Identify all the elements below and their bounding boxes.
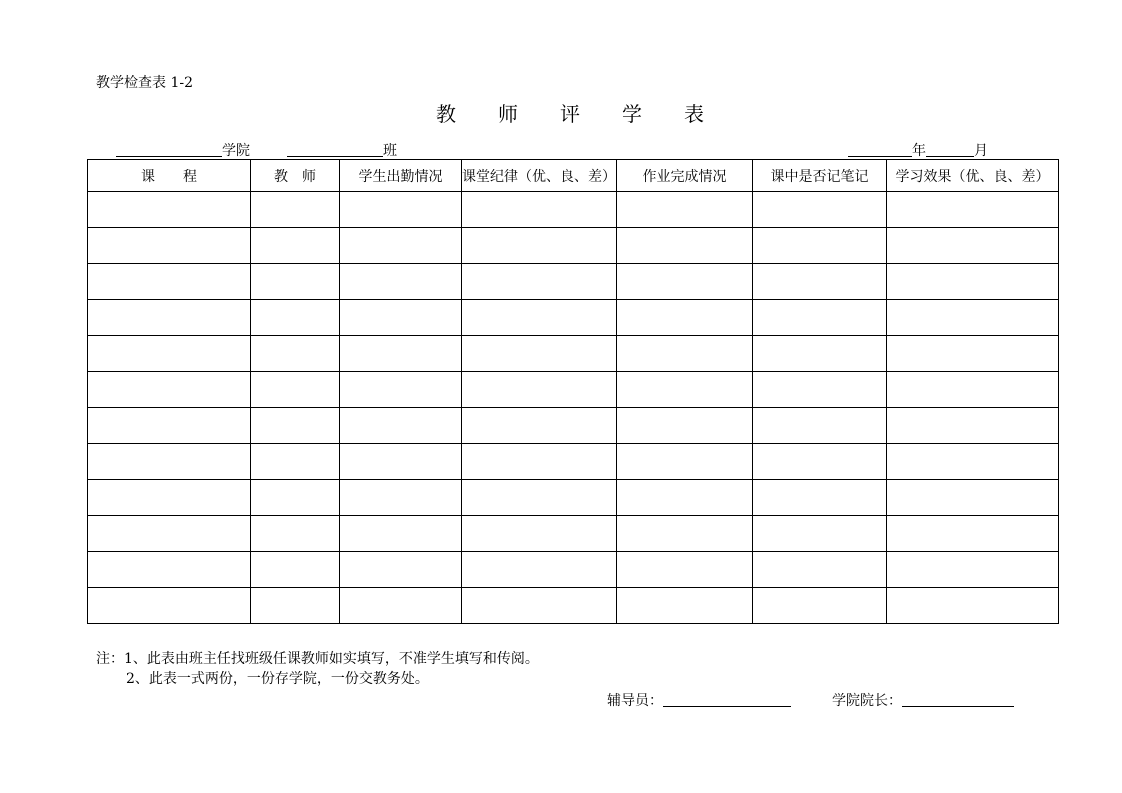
table-cell[interactable] xyxy=(88,552,251,588)
header-teacher: 教 师 xyxy=(251,160,340,192)
form-code: 教学检查表 1-2 xyxy=(96,75,193,91)
table-cell[interactable] xyxy=(887,552,1059,588)
table-cell[interactable] xyxy=(251,228,340,264)
counselor-signature xyxy=(607,690,791,710)
table-cell[interactable] xyxy=(887,336,1059,372)
table-cell[interactable] xyxy=(340,444,462,480)
table-row xyxy=(88,372,1059,408)
table-cell[interactable] xyxy=(753,336,887,372)
table-cell[interactable] xyxy=(887,372,1059,408)
table-cell[interactable] xyxy=(251,336,340,372)
month-label: 月 xyxy=(974,143,988,159)
table-cell[interactable] xyxy=(88,372,251,408)
date-field xyxy=(848,140,988,160)
table-cell[interactable] xyxy=(88,336,251,372)
table-cell[interactable] xyxy=(251,192,340,228)
table-cell[interactable] xyxy=(251,408,340,444)
table-cell[interactable] xyxy=(251,480,340,516)
table-cell[interactable] xyxy=(462,516,617,552)
table-cell[interactable] xyxy=(617,552,753,588)
table-body xyxy=(88,192,1059,624)
header-homework: 作业完成情况 xyxy=(617,160,753,192)
table-cell[interactable] xyxy=(462,336,617,372)
table-cell[interactable] xyxy=(617,408,753,444)
table-cell[interactable] xyxy=(251,264,340,300)
header-learning-effect: 学习效果（优、良、差） xyxy=(887,160,1059,192)
table-cell[interactable] xyxy=(340,264,462,300)
table-cell[interactable] xyxy=(462,480,617,516)
table-row xyxy=(88,192,1059,228)
table-cell[interactable] xyxy=(462,372,617,408)
table-cell[interactable] xyxy=(887,408,1059,444)
table-row xyxy=(88,588,1059,624)
table-cell[interactable] xyxy=(887,192,1059,228)
table-cell[interactable] xyxy=(462,264,617,300)
table-cell[interactable] xyxy=(462,300,617,336)
table-cell[interactable] xyxy=(251,552,340,588)
page-title: 教师评学表 xyxy=(436,102,746,126)
table-cell[interactable] xyxy=(753,444,887,480)
table-row xyxy=(88,480,1059,516)
college-blank[interactable] xyxy=(116,141,222,157)
table-cell[interactable] xyxy=(340,588,462,624)
header-course: 课 程 xyxy=(88,160,251,192)
table-cell[interactable] xyxy=(340,408,462,444)
table-cell[interactable] xyxy=(340,516,462,552)
table-cell[interactable] xyxy=(251,516,340,552)
dean-signature xyxy=(832,690,1014,710)
table-cell[interactable] xyxy=(340,192,462,228)
table-cell[interactable] xyxy=(887,444,1059,480)
table-cell[interactable] xyxy=(753,408,887,444)
table-cell[interactable] xyxy=(462,192,617,228)
college-field xyxy=(116,140,250,160)
table-row xyxy=(88,228,1059,264)
table-cell[interactable] xyxy=(887,516,1059,552)
year-blank[interactable] xyxy=(848,141,912,157)
table-cell[interactable] xyxy=(617,480,753,516)
class-blank[interactable] xyxy=(287,141,383,157)
table-cell[interactable] xyxy=(251,588,340,624)
table-row xyxy=(88,552,1059,588)
table-cell[interactable] xyxy=(88,480,251,516)
table-cell[interactable] xyxy=(88,300,251,336)
table-cell[interactable] xyxy=(617,372,753,408)
college-label: 学院 xyxy=(222,143,250,159)
table-header-row xyxy=(88,160,1059,192)
table-cell[interactable] xyxy=(753,552,887,588)
table-cell[interactable] xyxy=(753,588,887,624)
table-cell[interactable] xyxy=(340,336,462,372)
table-cell[interactable] xyxy=(462,408,617,444)
table-cell[interactable] xyxy=(340,228,462,264)
table-row xyxy=(88,300,1059,336)
year-label: 年 xyxy=(912,143,926,159)
class-label: 班 xyxy=(383,143,397,159)
table-cell[interactable] xyxy=(251,300,340,336)
table-row xyxy=(88,264,1059,300)
table-cell[interactable] xyxy=(617,264,753,300)
note-line-2: 2、此表一式两份，一份存学院，一份交教务处。 xyxy=(126,671,429,687)
table-cell[interactable] xyxy=(88,516,251,552)
table-row xyxy=(88,444,1059,480)
counselor-label: 辅导员： xyxy=(607,693,663,709)
table-cell[interactable] xyxy=(617,300,753,336)
table-cell[interactable] xyxy=(88,444,251,480)
table-row xyxy=(88,516,1059,552)
table-cell[interactable] xyxy=(617,192,753,228)
dean-label: 学院院长： xyxy=(832,693,902,709)
table-cell[interactable] xyxy=(617,516,753,552)
table-cell[interactable] xyxy=(340,552,462,588)
table-cell[interactable] xyxy=(617,228,753,264)
table-cell[interactable] xyxy=(887,228,1059,264)
table-cell[interactable] xyxy=(753,264,887,300)
class-field xyxy=(287,140,397,160)
table-cell[interactable] xyxy=(340,372,462,408)
header-discipline: 课堂纪律（优、良、差） xyxy=(462,160,617,192)
table-cell[interactable] xyxy=(887,480,1059,516)
table-cell[interactable] xyxy=(462,444,617,480)
table-cell[interactable] xyxy=(340,300,462,336)
note-line-1: 注：1、此表由班主任找班级任课教师如实填写，不准学生填写和传阅。 xyxy=(96,651,539,667)
counselor-blank[interactable] xyxy=(663,691,791,707)
table-cell[interactable] xyxy=(88,228,251,264)
table-cell[interactable] xyxy=(462,228,617,264)
table-cell[interactable] xyxy=(753,192,887,228)
table-cell[interactable] xyxy=(251,372,340,408)
table-cell[interactable] xyxy=(617,336,753,372)
table-cell[interactable] xyxy=(617,444,753,480)
table-row xyxy=(88,408,1059,444)
table-cell[interactable] xyxy=(887,588,1059,624)
table-cell[interactable] xyxy=(753,300,887,336)
month-blank[interactable] xyxy=(926,141,974,157)
dean-blank[interactable] xyxy=(902,691,1014,707)
table-cell[interactable] xyxy=(462,552,617,588)
table-cell[interactable] xyxy=(617,588,753,624)
table-row xyxy=(88,336,1059,372)
table-cell[interactable] xyxy=(88,408,251,444)
table-cell[interactable] xyxy=(887,264,1059,300)
table-cell[interactable] xyxy=(340,480,462,516)
table-cell[interactable] xyxy=(462,588,617,624)
table-cell[interactable] xyxy=(753,372,887,408)
table-cell[interactable] xyxy=(753,228,887,264)
table-cell[interactable] xyxy=(753,516,887,552)
header-attendance: 学生出勤情况 xyxy=(340,160,462,192)
table-cell[interactable] xyxy=(88,192,251,228)
table-cell[interactable] xyxy=(251,444,340,480)
table-cell[interactable] xyxy=(753,480,887,516)
table-cell[interactable] xyxy=(88,588,251,624)
table-cell[interactable] xyxy=(88,264,251,300)
header-notes-taken: 课中是否记笔记 xyxy=(753,160,887,192)
table-cell[interactable] xyxy=(887,300,1059,336)
evaluation-table xyxy=(87,159,1059,624)
